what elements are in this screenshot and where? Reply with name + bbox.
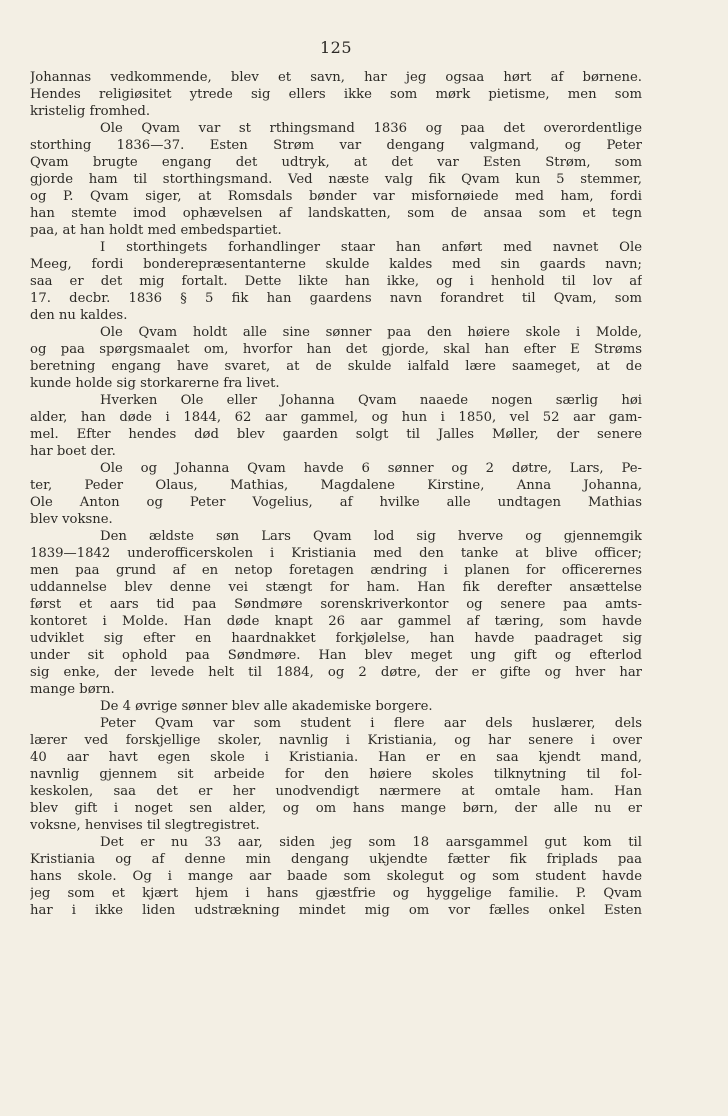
body-text — [30, 69, 642, 919]
text-line: jeg som et kjært hjem i hans gjæstfrie og hyggelige familie. P. Qvam — [30, 886, 642, 901]
text-line: voksne, henvises til slegtregistret. — [30, 818, 260, 833]
text-line: lærer ved forskjellige skoler, navnlig i Kristiania, og har senere i over — [30, 733, 642, 748]
text-line: Qvam brugte engang det udtryk, at det var Esten Strøm, som — [30, 155, 642, 170]
text-line: og P. Qvam siger, at Romsdals bønder var misfornøiede med ham, fordi — [30, 189, 642, 204]
text-line: navnlig gjennem sit arbeide for den høiere skoles tilknytning til fol- — [30, 767, 642, 782]
text-line: blev gift i noget sen alder, og om hans mange børn, der alle nu er — [30, 801, 642, 816]
text-line: han stemte imod ophævelsen af landskatten, som de ansaa som et tegn — [30, 206, 642, 221]
text-line: Meeg, fordi bonderepræsentanterne skulde kaldes med sin gaards navn; — [30, 257, 642, 272]
text-line: Den ældste søn Lars Qvam lod sig hverve og gjennemgik — [100, 529, 642, 544]
text-line: den nu kaldes. — [30, 308, 128, 323]
text-line: ter, Peder Olaus, Mathias, Magdalene Kirstine, Anna Johanna, — [30, 478, 642, 493]
book-page — [30, 38, 642, 919]
text-line: Hverken Ole eller Johanna Qvam naaede nogen særlig høi — [100, 393, 642, 408]
text-line: kontoret i Molde. Han døde knapt 26 aar gammel af tæring, som havde — [30, 614, 642, 629]
text-line: 40 aar havt egen skole i Kristiania. Han er en saa kjendt mand, — [30, 750, 642, 765]
text-line: har i ikke liden udstrækning mindet mig om vor fælles onkel Esten — [30, 903, 642, 918]
text-line: kristelig fromhed. — [30, 104, 151, 119]
text-line: 1839—1842 underofficerskolen i Kristiania med den tanke at blive officer; — [30, 546, 642, 561]
text-line: storthing 1836—37. Esten Strøm var dengang valgmand, og Peter — [30, 138, 642, 153]
text-line: Ole og Johanna Qvam havde 6 sønner og 2 døtre, Lars, Pe- — [100, 461, 642, 476]
text-line: De 4 øvrige sønner blev alle akademiske borgere. — [100, 699, 433, 714]
text-line: uddannelse blev denne vei stængt for ham. Han fik derefter ansættelse — [30, 580, 642, 595]
text-line: men paa grund af en netop foretagen ændring i planen for officerernes — [30, 563, 642, 578]
text-line: gjorde ham til storthingsmand. Ved næste valg fik Qvam kun 5 stemmer, — [30, 172, 642, 187]
text-line: mel. Efter hendes død blev gaarden solgt til Jalles Møller, der senere — [30, 427, 642, 442]
text-line: 17. decbr. 1836 § 5 fik han gaardens navn forandret til Qvam, som — [30, 291, 642, 306]
text-line: paa, at han holdt med embedspartiet. — [30, 223, 282, 238]
text-line: blev voksne. — [30, 512, 113, 527]
text-line: I storthingets forhandlinger staar han anført med navnet Ole — [100, 240, 642, 255]
text-line: sig enke, der levede helt til 1884, og 2 døtre, der er gifte og hver har — [30, 665, 642, 680]
text-line: hans skole. Og i mange aar baade som skolegut og som student havde — [30, 869, 642, 884]
text-line: udviklet sig efter en haardnakket forkjølelse, han havde paadraget sig — [30, 631, 642, 646]
text-line: har boet der. — [30, 444, 116, 459]
text-line: Det er nu 33 aar, siden jeg som 18 aarsgammel gut kom til — [100, 835, 642, 850]
text-line: først et aars tid paa Søndmøre sorenskriverkontor og senere paa amts- — [30, 597, 642, 612]
text-line: Ole Qvam holdt alle sine sønner paa den høiere skole i Molde, — [100, 325, 642, 340]
text-line: kunde holde sig storkarerne fra livet. — [30, 376, 280, 391]
text-line: Kristiania og af denne min dengang ukjendte fætter fik friplads paa — [30, 852, 642, 867]
page-number: 125 — [319, 38, 353, 57]
text-line: og paa spørgsmaalet om, hvorfor han det gjorde, skal han efter E Strøms — [30, 342, 642, 357]
text-line: mange børn. — [30, 682, 115, 697]
text-line: under sit ophold paa Søndmøre. Han blev meget ung gift og efterlod — [30, 648, 642, 663]
text-line: Hendes religiøsitet ytrede sig ellers ikke som mørk pietisme, men som — [30, 87, 642, 102]
text-line: Johannas vedkommende, blev et savn, har jeg ogsaa hørt af børnene. — [30, 70, 642, 85]
text-line: Ole Qvam var st rthingsmand 1836 og paa det overordentlige — [100, 121, 642, 136]
text-line: Peter Qvam var som student i flere aar dels huslærer, dels — [100, 716, 642, 731]
text-line: saa er det mig fortalt. Dette likte han ikke, og i henhold til lov af — [30, 274, 642, 289]
text-line: Ole Anton og Peter Vogelius, af hvilke alle undtagen Mathias — [30, 495, 642, 510]
text-line: alder, han døde i 1844, 62 aar gammel, og hun i 1850, vel 52 aar gam- — [30, 410, 642, 425]
text-line: keskolen, saa det er her unodvendigt nærmere at omtale ham. Han — [30, 784, 642, 799]
text-line: beretning engang have svaret, at de skulde ialfald lære saameget, at de — [30, 359, 642, 374]
